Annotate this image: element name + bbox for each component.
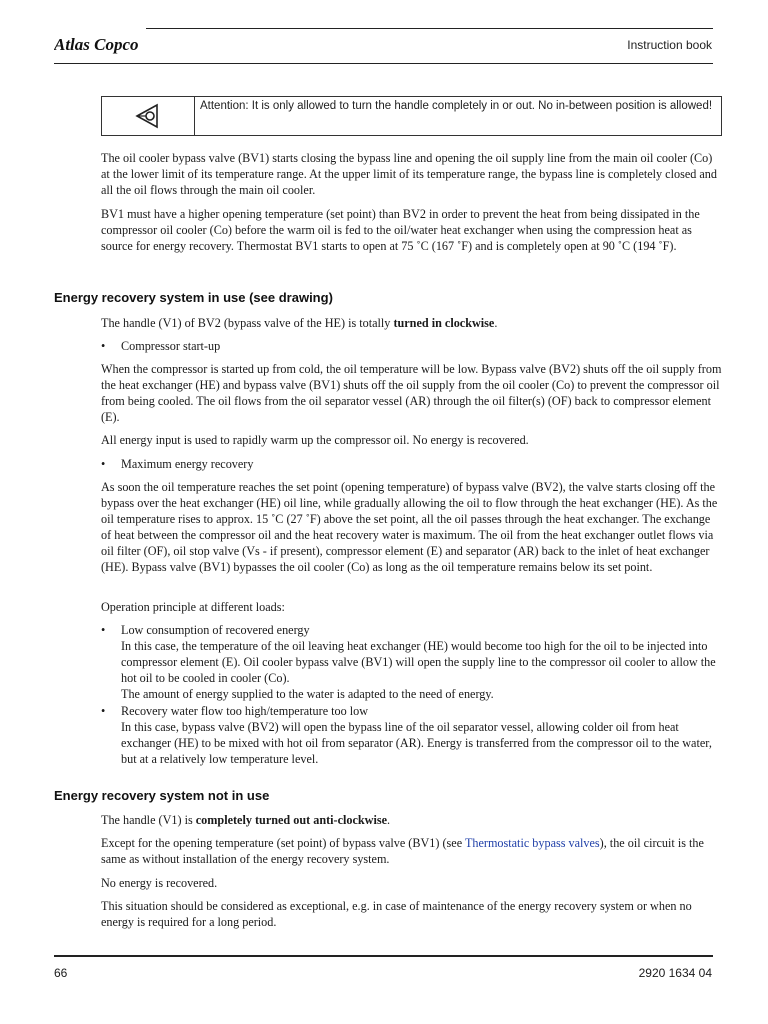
handle-not-in-use-emphasis: completely turned out anti-clockwise	[195, 813, 388, 827]
exceptional-paragraph: This situation should be considered as exceptional, e.g. in case of maintenance of the energy recovery system or when no energy is required for a long period.	[101, 899, 692, 929]
bullet-dot: •	[101, 457, 106, 471]
page-number: 66	[54, 966, 68, 980]
bullet-startup: • Compressor start-up	[101, 339, 221, 353]
startup-energy-paragraph: All energy input is used to rapidly warm up the compressor oil. No energy is recovered.	[101, 433, 529, 447]
bullet-low-consumption: • Low consumption of recovered energy In this case, the temperature of the oil leaving heat exchanger (HE) would become too high for the oil to be injected into compressor element (E). Oil cooler bypass valve (BV1) will open the supply line to the compressor oil cooler to allow the hot oil to be cooled in cooler (Co). The amount of energy supplied to the water is adapted to the need of energy.	[101, 622, 723, 702]
atlas-copco-logo	[54, 30, 144, 60]
thermostatic-bypass-valves-link[interactable]: Thermostatic bypass valves	[464, 836, 600, 850]
attention-icon	[133, 101, 163, 131]
bullet-max-recovery: • Maximum energy recovery	[101, 457, 254, 471]
attention-box	[101, 96, 722, 136]
svg-text:Atlas Copco: Atlas Copco	[54, 35, 139, 54]
doc-type-label: Instruction book	[627, 38, 712, 52]
header-rule-top	[146, 28, 713, 29]
document-number: 2920 1634 04	[638, 966, 712, 980]
section-heading-in-use: Energy recovery system in use (see drawing)	[54, 290, 333, 305]
handle-in-use-emphasis: turned in clockwise	[393, 316, 495, 330]
attention-text: Attention: It is only allowed to turn the handle completely in or out. No in-between position is allowed!	[200, 100, 713, 112]
section-heading-not-in-use: Energy recovery system not in use	[54, 788, 270, 803]
no-energy-paragraph: No energy is recovered.	[101, 876, 218, 890]
footer-rule	[54, 955, 713, 957]
startup-paragraph: When the compressor is started up from cold, the oil temperature will be low. Bypass valve (BV2) shuts off the oil supply from the heat exchanger (HE) and bypass valve (BV1) shuts off the oil supply from the oil cooler (Co) to prevent the compressor oil from being cooled. The oil flows from the oil separator vessel (AR) through the oil filter(s) (OF) back to compressor element (E).	[101, 362, 722, 424]
intro-paragraph-1: The oil cooler bypass valve (BV1) starts closing the bypass line and opening the oil supply line from the main oil cooler (Co) at the lower limit of its temperature range. At the upper limit of its temperature range, the bypass line is completely closed and all the oil flows through the main oil cooler.	[101, 151, 717, 197]
bullet-dot: •	[101, 339, 106, 353]
operation-principle-label: Operation principle at different loads:	[101, 600, 285, 614]
header-rule-bottom	[54, 63, 713, 64]
max-recovery-paragraph: As soon the oil temperature reaches the set point (opening temperature) of bypass valve (BV2), the valve starts closing off the bypass over the heat exchanger (HE) oil line, while gradually allowing the oil to flow through the heat exchanger (HE). As the oil temperature rises to approx. 15 ˚C (27 ˚F) above the set point, all the oil passes through the heat exchanger. The exchange of heat between the compressor oil and the heat recovery water is maximum. The oil from the heat exchanger outlet flows via oil filter (OF), oil stop valve (Vs - if present), compressor element (E) and separator (AR) back to the inlet of heat exchanger (HE). Bypass valve (BV1) bypasses the oil cooler (Co) as long as the oil temperature remains below its set point.	[101, 480, 718, 574]
handle-not-in-use-paragraph: The handle (V1) is completely turned out anti-clockwise.	[101, 813, 391, 827]
bullet-water-flow: • Recovery water flow too high/temperature too low In this case, bypass valve (BV2) will open the bypass line of the oil separator vessel, allowing colder oil from heat exchanger (HE) to be mixed with hot oil from separator (AR). Energy is transferred from the compressor oil to the water, but at a relatively low temperature level.	[101, 703, 723, 767]
handle-in-use-paragraph: The handle (V1) of BV2 (bypass valve of the HE) is totally turned in clockwise.	[101, 316, 498, 330]
low-consumption-text: In this case, the temperature of the oil leaving heat exchanger (HE) would become too high for the oil to be injected into compressor element (E). Oil cooler bypass valve (BV1) will open the supply line to the compressor oil cooler to allow the hot oil to be cooled in cooler (Co).	[121, 639, 716, 685]
low-consumption-text-2: The amount of energy supplied to the water is adapted to the need of energy.	[121, 687, 494, 701]
attention-icon-cell	[102, 97, 195, 135]
bullet-dot: •	[101, 704, 106, 718]
bullet-dot: •	[101, 623, 106, 637]
water-flow-text: In this case, bypass valve (BV2) will open the bypass line of the oil separator vessel, allowing colder oil from heat exchanger (HE) to be mixed with hot oil from separator (AR). Energy is transferred from the compressor oil to the water, but at a relatively low temperature level.	[121, 720, 712, 766]
except-paragraph: Except for the opening temperature (set point) of bypass valve (BV1) (see Thermostatic bypass valves), the oil circuit is the same as without installation of the energy recovery system.	[101, 836, 704, 866]
intro-paragraph-2: BV1 must have a higher opening temperature (set point) than BV2 in order to prevent the heat from being dissipated in the compressor oil cooler (Co) before the warm oil is fed to the oil/water heat exchanger when using the compression heat as source for energy recovery. Thermostat BV1 starts to open at 75 ˚C (167 ˚F) and is completely open at 90 ˚C (194 ˚F).	[101, 207, 700, 253]
